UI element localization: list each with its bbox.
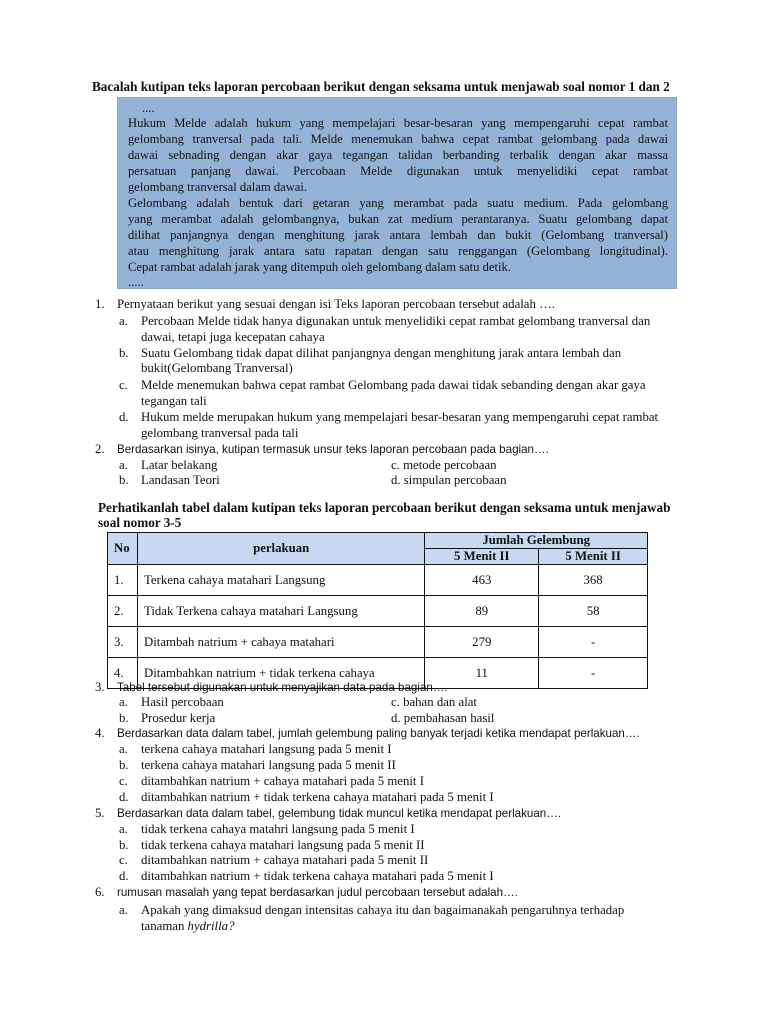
q1-b-line1: Suatu Gelombang tidak dapat dilihat panjangnya dengan menghitung jarak antara lembah dan bbox=[141, 346, 622, 360]
q6-a-label: a. bbox=[119, 903, 128, 917]
q3-b-label: b. bbox=[119, 711, 129, 725]
q2-option-b: Landasan Teori bbox=[141, 473, 220, 487]
q2-b-label: b. bbox=[119, 473, 129, 487]
intro-heading: Bacalah kutipan teks laporan percobaan berikut dengan seksama untuk menjawab soal nomor 1 dan 2 bbox=[92, 79, 670, 94]
q1-b-line2: bukit(Gelombang Tranversal) bbox=[141, 361, 293, 375]
excerpt-line: yang merambat adalah gelombangnya, bukan zat medium perantaranya. Suatu gelombang dapat bbox=[128, 212, 668, 226]
q4-text: Berdasarkan data dalam tabel, jumlah gelembung paling banyak terjadi ketika mendapat perlakuan…. bbox=[117, 727, 640, 740]
excerpt-line: Cepat rambat adalah jarak yang ditempuh oleh gelombang dalam satu detik. bbox=[128, 260, 511, 274]
excerpt-line: dawai sebnading dengan akar gaya tegangan talidan berbanding terbalik dengan akar massa bbox=[128, 148, 668, 162]
q5-number: 5. bbox=[95, 806, 105, 820]
q2-number: 2. bbox=[95, 442, 105, 456]
q4-b-label: b. bbox=[119, 758, 129, 772]
q1-text: Pernyataan berikut yang sesuai dengan isi Teks laporan percobaan tersebut adalah …. bbox=[117, 297, 556, 311]
cell-value-1: 11 bbox=[425, 658, 539, 689]
excerpt-line: atau menghitung jarak antara satu rapatan dengan satu renggangan (Gelombang longitudinal). bbox=[128, 244, 668, 258]
q1-c-line1: Melde menemukan bahwa cepat rambat Gelombang pada dawai tidak sebanding dengan akar gaya bbox=[141, 378, 646, 392]
q6-a-line2-prefix: tanaman bbox=[141, 919, 188, 933]
q3-number: 3. bbox=[95, 680, 105, 694]
q2-text: Berdasarkan isinya, kutipan termasuk unsur teks laporan percobaan pada bagian…. bbox=[117, 443, 549, 456]
q4-option-d: ditambahkan natrium + tidak terkena cahaya matahari pada 5 menit I bbox=[141, 790, 494, 804]
excerpt-line: Gelombang adalah bentuk dari getaran yang merambat pada suatu medium. Pada gelombang bbox=[128, 196, 668, 210]
q4-number: 4. bbox=[95, 726, 105, 740]
q2-option-d: d. simpulan percobaan bbox=[391, 473, 507, 487]
cell-perlakuan: Ditambah natrium + cahaya matahari bbox=[137, 627, 424, 658]
q2-option-c: c. metode percobaan bbox=[391, 458, 497, 472]
q4-c-label: c. bbox=[119, 774, 128, 788]
cell-no: 2. bbox=[108, 596, 138, 627]
q5-b-label: b. bbox=[119, 838, 129, 852]
q4-option-c: ditambahkan natrium + cahaya matahari pada 5 menit I bbox=[141, 774, 424, 788]
q2-option-a: Latar belakang bbox=[141, 458, 218, 472]
q5-option-c: ditambahkan natrium + cahaya matahari pada 5 menit II bbox=[141, 853, 429, 867]
table-row bbox=[108, 565, 648, 596]
q1-a-line2: dawai, tetapi juga kecepatan cahaya bbox=[141, 330, 325, 344]
excerpt-line: Hukum Melde adalah hukum yang mempelajari besar-besaran yang mempengaruhi cepat rambat bbox=[128, 116, 668, 130]
table-heading-line1: Perhatikanlah tabel dalam kutipan teks laporan percobaan berikut dengan seksama untuk menjawab bbox=[98, 500, 671, 515]
q6-a-line2-italic: hydrilla? bbox=[187, 919, 235, 933]
q1-d-line2: gelombang tranversal pada tali bbox=[141, 426, 299, 440]
excerpt-ellipsis-bottom: ..... bbox=[128, 275, 144, 289]
q1-b-label: b. bbox=[119, 346, 129, 360]
q1-c-label: c. bbox=[119, 378, 128, 392]
q1-a-label: a. bbox=[119, 314, 128, 328]
table-row bbox=[108, 627, 648, 658]
table-row bbox=[108, 596, 648, 627]
cell-value-2: 368 bbox=[539, 565, 648, 596]
q3-a-label: a. bbox=[119, 695, 128, 709]
q4-d-label: d. bbox=[119, 790, 129, 804]
q1-a-line1: Percobaan Melde tidak hanya digunakan untuk menyelidiki cepat rambat gelombang tranversal dan bbox=[141, 314, 651, 328]
header-jumlah-gelembung: Jumlah Gelembung bbox=[425, 533, 648, 549]
excerpt-line: persatuan panjang dawai. Percobaan Melde digunakan untuk menyelidiki cepat rambat bbox=[128, 164, 668, 178]
q4-option-a: terkena cahaya matahari langsung pada 5 menit I bbox=[141, 742, 392, 756]
excerpt-box bbox=[117, 97, 677, 289]
header-perlakuan: perlakuan bbox=[137, 533, 424, 565]
q3-option-d: d. pembahasan hasil bbox=[391, 711, 495, 725]
data-table bbox=[107, 532, 648, 689]
excerpt-line: dilihat panjangnya dengan menghitung jarak antara lembah dan bukit (Gelombang tranversal) bbox=[128, 228, 668, 242]
q5-option-a: tidak terkena cahaya matahri langsung pada 5 menit I bbox=[141, 822, 415, 836]
excerpt-ellipsis-top: .... bbox=[142, 101, 155, 115]
cell-perlakuan: Terkena cahaya matahari Langsung bbox=[137, 565, 424, 596]
header-5-menit-col1: 5 Menit II bbox=[425, 549, 539, 565]
q3-option-a: Hasil percobaan bbox=[141, 695, 224, 709]
q5-option-d: ditambahkan natrium + tidak terkena cahaya matahari pada 5 menit I bbox=[141, 869, 494, 883]
cell-value-1: 463 bbox=[425, 565, 539, 596]
q6-number: 6. bbox=[95, 885, 105, 899]
cell-no: 3. bbox=[108, 627, 138, 658]
q1-number: 1. bbox=[95, 297, 105, 311]
q3-option-c: c. bahan dan alat bbox=[391, 695, 477, 709]
cell-value-2: - bbox=[539, 658, 648, 689]
q1-d-line1: Hukum melde merupakan hukum yang mempelajari besar-besaran yang mempengaruhi cepat rambat bbox=[141, 410, 659, 424]
cell-perlakuan: Tidak Terkena cahaya matahari Langsung bbox=[137, 596, 424, 627]
q5-option-b: tidak terkena cahaya matahari langsung pada 5 menit II bbox=[141, 838, 425, 852]
q5-text: Berdasarkan data dalam tabel, gelembung tidak muncul ketika mendapat perlakuan…. bbox=[117, 807, 562, 820]
q3-option-b: Prosedur kerja bbox=[141, 711, 216, 725]
q6-a-line1: Apakah yang dimaksud dengan intensitas cahaya itu dan bagaimanakah pengaruhnya terhadap bbox=[141, 903, 625, 917]
cell-no: 4. bbox=[108, 658, 138, 689]
q1-d-label: d. bbox=[119, 410, 129, 424]
excerpt-line: gelombang tranversal pada tali. Melde menemukan bahwa cepat rambat gelombang pada dawai bbox=[128, 132, 668, 146]
excerpt-line: gelombang tranversal dalam dawai. bbox=[128, 180, 308, 194]
q5-c-label: c. bbox=[119, 853, 128, 867]
q3-text: Tabel tersebut digunakan untuk menyajikan data pada bagian…. bbox=[117, 681, 448, 694]
header-no: No bbox=[108, 533, 138, 565]
header-5-menit-col2: 5 Menit II bbox=[539, 549, 648, 565]
q4-option-b: terkena cahaya matahari langsung pada 5 menit II bbox=[141, 758, 396, 772]
cell-value-1: 279 bbox=[425, 627, 539, 658]
q6-a-line2 bbox=[141, 919, 234, 934]
q5-d-label: d. bbox=[119, 869, 129, 883]
cell-value-2: 58 bbox=[539, 596, 648, 627]
table-heading-line2: soal nomor 3-5 bbox=[98, 515, 182, 530]
q1-c-line2: tegangan tali bbox=[141, 394, 207, 408]
q4-a-label: a. bbox=[119, 742, 128, 756]
q2-a-label: a. bbox=[119, 458, 128, 472]
cell-value-2: - bbox=[539, 627, 648, 658]
cell-no: 1. bbox=[108, 565, 138, 596]
cell-value-1: 89 bbox=[425, 596, 539, 627]
q6-text: rumusan masalah yang tepat berdasarkan judul percobaan tersebut adalah…. bbox=[117, 886, 518, 899]
q5-a-label: a. bbox=[119, 822, 128, 836]
cell-perlakuan: Ditambahkan natrium + tidak terkena cahaya bbox=[137, 658, 424, 689]
